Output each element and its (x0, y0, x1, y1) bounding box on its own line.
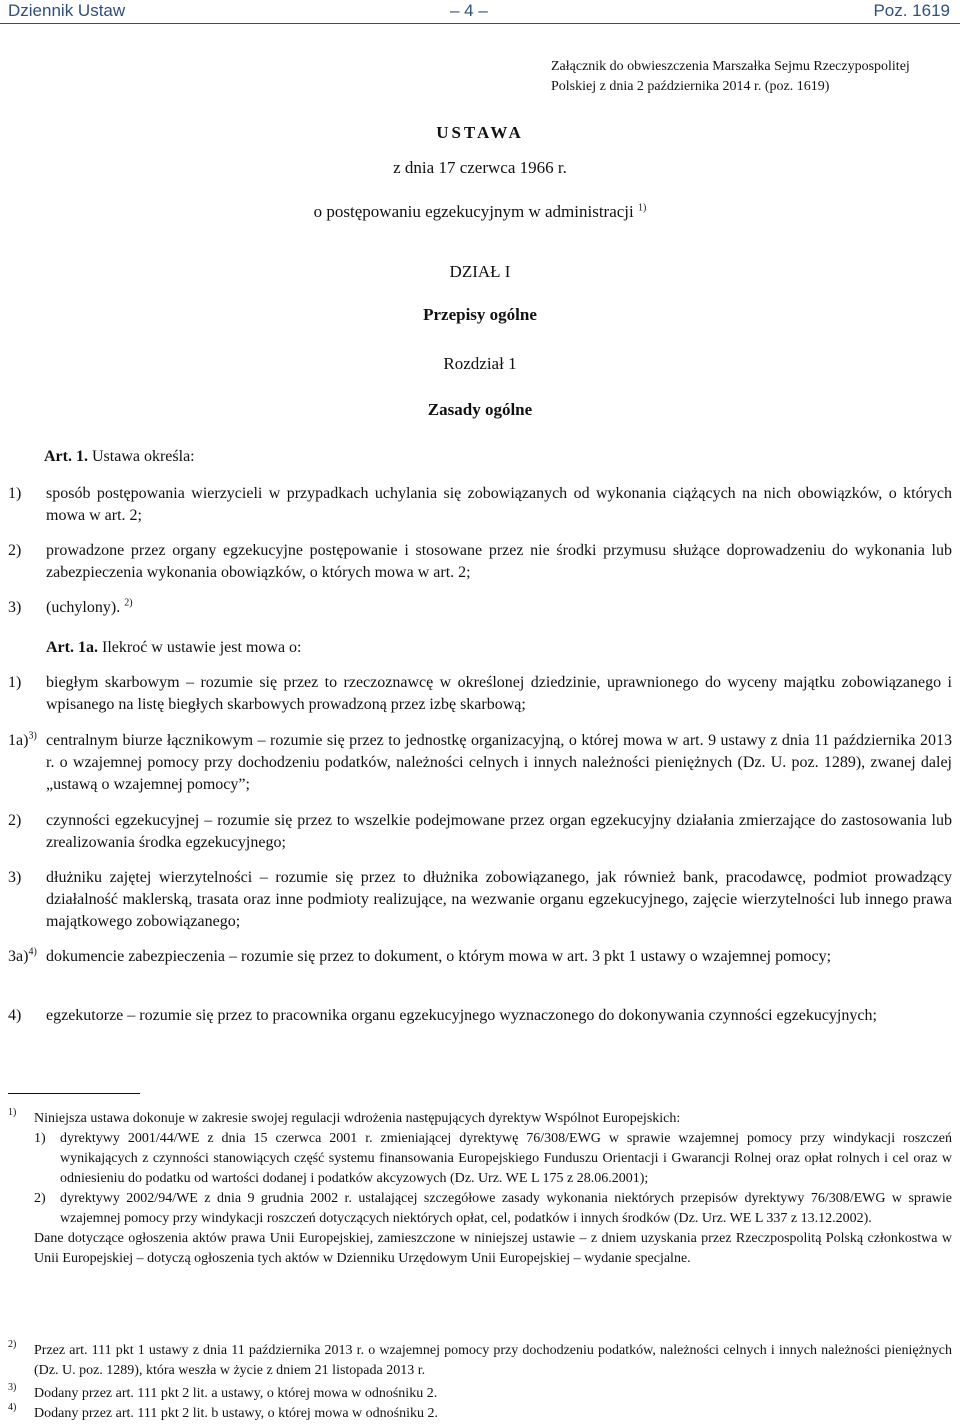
footnote-subitem (34, 1189, 952, 1229)
footnote-ref-3[interactable]: 3) (28, 730, 37, 742)
position-number: Poz. 1619 (873, 1, 950, 20)
item-number (8, 946, 37, 968)
footnote-ref-4[interactable]: 4) (28, 946, 37, 958)
item-number (8, 730, 37, 752)
list-item (8, 483, 952, 527)
item-number: 3) (8, 869, 22, 886)
footnote-4 (8, 1404, 952, 1424)
footnote-text: Dane dotyczące ogłoszenia aktów prawa Unii Europejskiej, zamieszczone w niniejszej ustawie – z dniem uzyskania przez Rzeczpospolitą Polską członkostwa w Unii Europejskiej – dotyczą ogłoszenia tych aktów w Dzienniku Urzędowym Unii Europejskiej – wydanie specjalne. (34, 1231, 952, 1266)
list-item (8, 540, 952, 584)
footnote-2 (8, 1341, 952, 1381)
page-number: – 4 – (450, 1, 488, 20)
act-subject (0, 202, 960, 222)
footnote-text: Dodany przez art. 111 pkt 2 lit. a ustawy, o której mowa w odnośniku 2. (34, 1386, 438, 1401)
footnote-ref-1[interactable]: 1) (638, 202, 647, 214)
item-number: 1) (8, 674, 22, 691)
art1-label: Art. 1. (44, 448, 88, 465)
chapter-heading: Rozdział 1 (443, 354, 517, 373)
art1a-intro (46, 637, 301, 659)
item-number-text: 3a) (8, 948, 29, 965)
list-item (8, 1005, 952, 1027)
header-rule (0, 23, 960, 24)
division-heading: DZIAŁ I (449, 262, 511, 281)
subitem-text: dyrektywy 2001/44/WE z dnia 15 czerwca 2001 r. zmieniającej dyrektywę 76/308/EWG w sprawie wzajemnej pomocy przy windykacji roszczeń wynikających z czynności stanowiących część systemu finansowania Europejskiego Funduszu Orientacji i Gwarancji Rolnej oraz opłat rolnych i cel oraz w odniesieniu do podatku od wartości dodanej i podatków akcyzowych (Dz. Urz. WE L 175 z 28.06.2001); (60, 1131, 952, 1186)
item-text: czynności egzekucyjnej – rozumie się przez to wszelkie podejmowane przez organ egzekucyjny działania zmierzające do zastosowania lub zrealizowania środka egzekucyjnego; (46, 812, 952, 851)
item-number: 3) (8, 599, 22, 616)
footnote-text: Niniejsza ustawa dokonuje w zakresie swojej regulacji wdrożenia następujących dyrektyw Wspólnot Europejskich: (34, 1111, 681, 1126)
item-text (46, 597, 952, 619)
division-title: Przepisy ogólne (423, 305, 537, 324)
item-number: 1) (8, 485, 22, 502)
item-text: prowadzone przez organy egzekucyjne postępowanie i stosowane przez nie środki przymusu służące doprowadzeniu do wykonania lub zabezpieczenia wykonania obowiązków, o których mowa w art. 2; (46, 542, 952, 581)
footnote-text: Przez art. 111 pkt 1 ustawy z dnia 11 października 2013 r. o wzajemnej pomocy przy dochodzeniu podatków, należności celnych i innych należności pieniężnych (Dz. U. poz. 1289), która weszła w życie z dniem 21 listopada 2013 r. (34, 1343, 952, 1378)
footnote-separator (8, 1093, 140, 1094)
footnote-number: 3) (8, 1382, 17, 1393)
list-item (8, 810, 952, 854)
footnote-1 (8, 1109, 952, 1269)
footnote-subitem (34, 1129, 952, 1189)
chapter-title: Zasady ogólne (427, 400, 533, 419)
item-text: centralnym biurze łącznikowym – rozumie się przez to jednostkę organizacyjną, o której mowa w art. 9 ustawy z dnia 11 października 2013 r. o wzajemnej pomocy przy dochodzeniu podatków, należności celnych i innych należności pieniężnych (Dz. U. poz. 1289), zwanej dalej „ustawą o wzajemnej pomocy”; (46, 732, 952, 793)
footnote-ref-2[interactable]: 2) (124, 597, 133, 609)
act-title: USTAWA (436, 123, 524, 142)
item-text: biegłym skarbowym – rozumie się przez to rzeczoznawcę w określonej dziedzinie, uprawnionego do wyceny majątku zobowiązanego i wpisanego na listę biegłych skarbowych prowadzoną przez izbę skarbową; (46, 674, 952, 713)
annex-note: Załącznik do obwieszczenia Marszałka Sejmu Rzeczypospolitej Polskiej z dnia 2 października 2014 r. (poz. 1619) (551, 59, 910, 94)
footnote-3 (8, 1384, 952, 1404)
item-number: 4) (8, 1007, 22, 1024)
art1-intro (44, 446, 195, 468)
item-number: 2) (8, 812, 22, 829)
footnote-text: Dodany przez art. 111 pkt 2 lit. b ustawy, o której mowa w odnośniku 2. (34, 1406, 438, 1421)
item-text-body: (uchylony). (46, 599, 121, 616)
list-item (8, 672, 952, 716)
item-text: sposób postępowania wierzycieli w przypadkach uchylania się zobowiązanych od wykonania ciążących na nich obowiązków, o których mowa w art. 2; (46, 485, 952, 524)
subitem-number: 2) (34, 1191, 46, 1206)
running-header (0, 0, 960, 22)
footnote-number: 1) (8, 1107, 17, 1118)
list-item (8, 597, 952, 619)
item-text: dokumencie zabezpieczenia – rozumie się przez to dokument, o którym mowa w art. 3 pkt 1 ustawy o wzajemnej pomocy; (46, 948, 832, 965)
journal-name: Dziennik Ustaw (8, 1, 126, 20)
list-item (8, 730, 952, 796)
act-subject-text: o postępowaniu egzekucyjnym w administracji (313, 202, 634, 221)
footnote-number: 2) (8, 1339, 17, 1350)
act-date: z dnia 17 czerwca 1966 r. (393, 158, 567, 177)
art1-intro-text: Ustawa określa: (91, 448, 195, 465)
art1a-label: Art. 1a. (46, 639, 98, 656)
item-text: egzekutorze – rozumie się przez to pracownika organu egzekucyjnego wyznaczonego do dokonywania czynności egzekucyjnych; (46, 1007, 877, 1024)
list-item (8, 867, 952, 933)
item-text: dłużniku zajętej wierzytelności – rozumie się przez to dłużnika zobowiązanego, jak również bank, pracodawcę, podmiot prowadzący działalność maklerską, trasata oraz inne podmioty realizujące, na wezwanie organu egzekucyjnego, zajęcie wierzytelności lub innego prawa majątkowego zobowiązanego; (46, 869, 952, 930)
item-number-text: 1a) (8, 732, 29, 749)
subitem-text: dyrektywy 2002/94/WE z dnia 9 grudnia 2002 r. ustalającej szczegółowe zasady wykonania niektórych przepisów dyrektywy 76/308/EWG w sprawie wzajemnej pomocy przy windykacji roszczeń dotyczących niektórych opłat, cel, podatków i innych środków (Dz. Urz. WE L 337 z 13.12.2002). (60, 1191, 952, 1226)
art1a-intro-text: Ilekroć w ustawie jest mowa o: (101, 639, 302, 656)
item-number: 2) (8, 542, 22, 559)
subitem-number: 1) (34, 1131, 46, 1146)
footnote-number: 4) (8, 1402, 17, 1413)
list-item (8, 946, 952, 968)
